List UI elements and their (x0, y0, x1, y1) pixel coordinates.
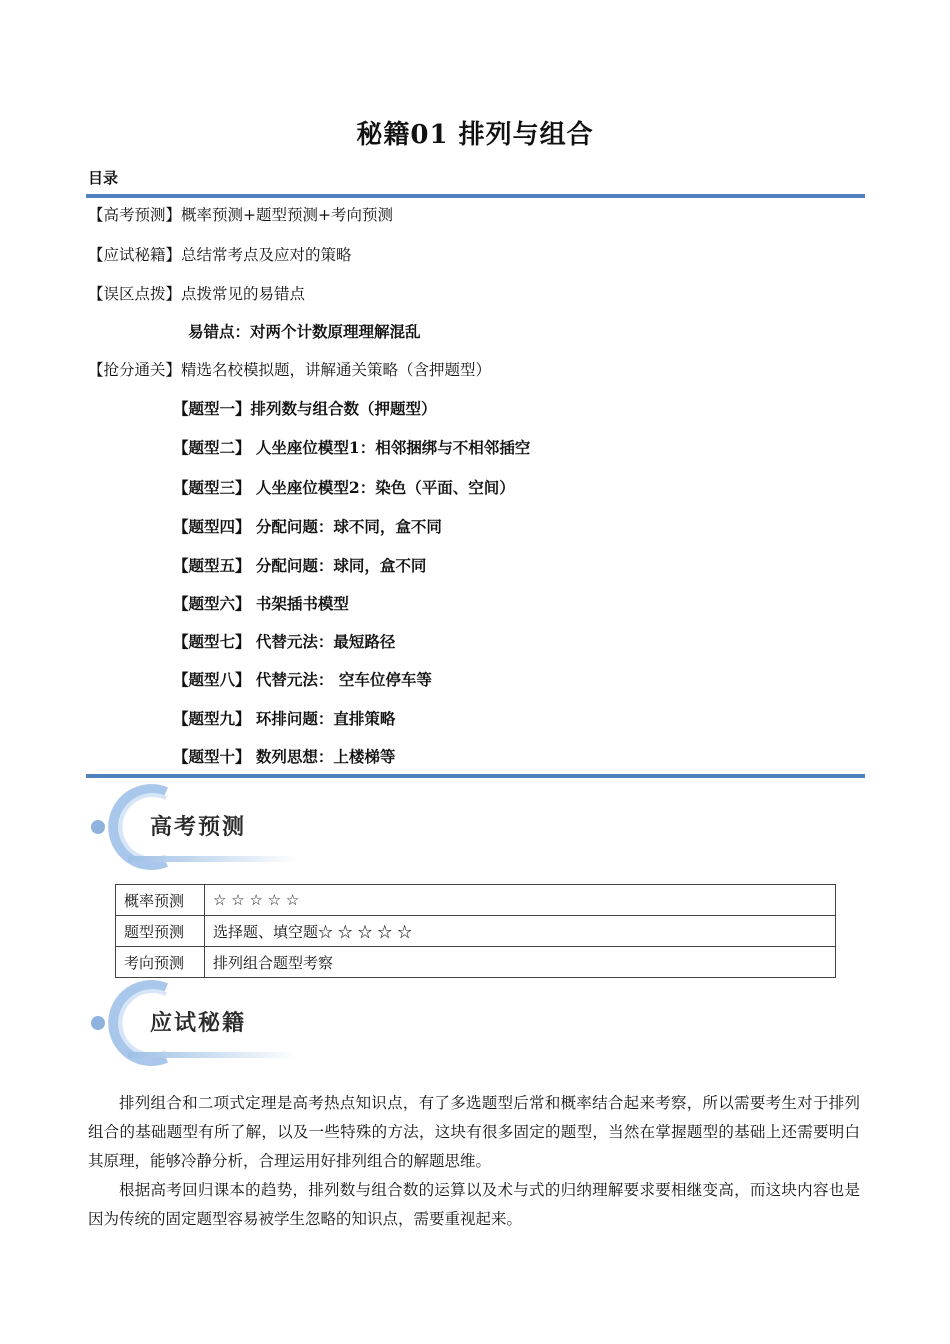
table-key: 考向预测 (116, 947, 205, 978)
toc-label: 目录 (88, 169, 119, 187)
toc-type-text: 排列数与组合数（押题型） (250, 399, 437, 418)
toc-top-rule (86, 194, 865, 198)
toc-type-text: 环排问题：直排策略 (255, 709, 396, 728)
paragraph-intro: 排列组合和二项式定理是高考热点知识点，有了多选题型后常和概率结合起来考察，所以需要考生对于排列组合的基础题型有所了解，以及一些特殊的方法，这块有很多固定的题型，当然在掌握题型的基础上还需要明白其原理，能够冷静分析，合理运用好排列组合的解题思维。 (88, 1094, 860, 1170)
toc-type-7[interactable] (173, 632, 395, 652)
toc-type-text: 分配问题：球不同，盒不同 (255, 517, 442, 536)
table-value: 选择题、填空题☆ ☆ ☆ ☆ ☆ (205, 916, 836, 947)
toc-type-tag: 【题型三】 (173, 478, 251, 497)
forecast-banner-title: 高考预测 (150, 815, 247, 840)
secrets-banner (88, 978, 298, 1068)
page-title: 秘籍01 排列与组合 (356, 120, 594, 150)
toc-type-text: 人坐座位模型1：相邻捆绑与不相邻插空 (255, 438, 531, 457)
toc-type-tag: 【题型二】 (173, 438, 251, 457)
toc-item-tag: 易错点： (188, 322, 251, 341)
toc-item-mistakes[interactable] (88, 284, 305, 304)
forecast-table (115, 884, 836, 978)
toc-item-tag: 【抢分通关】 (88, 361, 182, 379)
toc-item-tag: 【高考预测】 (88, 206, 182, 224)
table-row (116, 916, 836, 947)
secrets-banner-title: 应试秘籍 (150, 1011, 247, 1036)
toc-type-4[interactable] (173, 517, 442, 537)
toc-item-text: 点拨常见的易错点 (181, 285, 306, 303)
table-row (116, 885, 836, 916)
table-value: 排列组合题型考察 (205, 947, 836, 978)
toc-type-2[interactable] (173, 438, 530, 458)
toc-item-text: 对两个计数原理理解混乱 (250, 322, 421, 341)
toc-bottom-rule (86, 774, 865, 778)
toc-type-tag: 【题型九】 (173, 709, 251, 728)
toc-type-text: 书架插书模型 (255, 594, 349, 613)
toc-type-8[interactable] (173, 670, 432, 690)
toc-item-text: 总结常考点及应对的策略 (181, 246, 352, 264)
toc-type-tag: 【题型十】 (173, 747, 251, 766)
toc-type-3[interactable] (173, 478, 515, 498)
table-key: 概率预测 (116, 885, 205, 916)
toc-type-tag: 【题型六】 (173, 594, 251, 613)
toc-type-9[interactable] (173, 709, 395, 729)
toc-type-text: 数列思想：上楼梯等 (255, 747, 396, 766)
table-value: ☆ ☆ ☆ ☆ ☆ (205, 885, 836, 916)
toc-item-error-point[interactable] (188, 322, 421, 342)
forecast-banner (88, 782, 298, 872)
toc-type-1[interactable] (173, 399, 437, 419)
table-row (116, 947, 836, 978)
toc-type-tag: 【题型七】 (173, 632, 251, 651)
toc-type-text: 人坐座位模型2：染色（平面、空间） (255, 478, 515, 497)
toc-type-tag: 【题型八】 (173, 670, 251, 689)
toc-item-tag: 【应试秘籍】 (88, 246, 182, 264)
table-key: 题型预测 (116, 916, 205, 947)
toc-type-6[interactable] (173, 594, 349, 614)
toc-type-text: 分配问题：球同，盒不同 (255, 556, 427, 575)
toc-item-secrets[interactable] (88, 245, 352, 265)
toc-item-text: 精选名校模拟题，讲解通关策略（含押题型） (181, 361, 492, 379)
toc-type-5[interactable] (173, 556, 426, 576)
paragraph-trend: 根据高考回归课本的趋势，排列数与组合数的运算以及术与式的归纳理解要求要相继变高，而这块内容也是因为传统的固定题型容易被学生忽略的知识点，需要重视起来。 (88, 1181, 860, 1228)
toc-type-tag: 【题型四】 (173, 517, 251, 536)
toc-type-tag: 【题型一】 (173, 399, 251, 418)
toc-item-tag: 【误区点拨】 (88, 285, 182, 303)
toc-item-practice[interactable] (88, 360, 491, 380)
toc-item-forecast[interactable] (88, 205, 393, 225)
toc-type-tag: 【题型五】 (173, 556, 251, 575)
toc-type-10[interactable] (173, 747, 395, 767)
toc-item-text: 概率预测+题型预测+考向预测 (181, 206, 393, 224)
toc-type-text: 代替元法： 空车位停车等 (255, 670, 432, 689)
toc-type-text: 代替元法：最短路径 (255, 632, 396, 651)
